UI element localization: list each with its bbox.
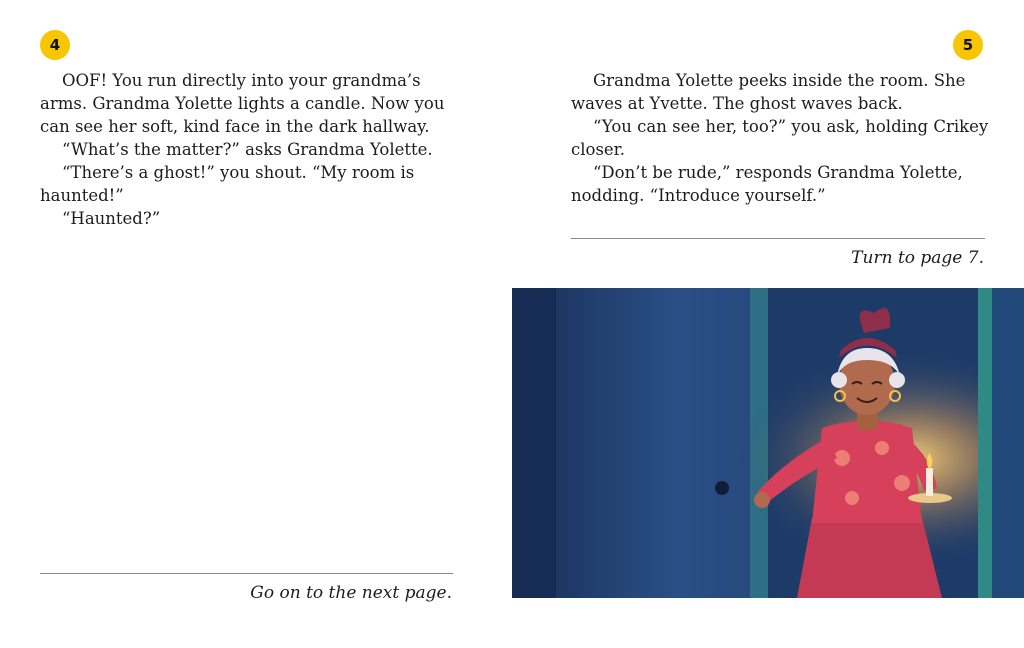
paragraph: “What’s the matter?” asks Grandma Yolette. [62,140,433,159]
next-page-note: Go on to the next page. [250,583,452,603]
glow [512,288,1024,598]
divider [40,573,453,574]
right-page [512,0,1024,648]
story-text [40,69,460,230]
illustration-canvas [512,288,1024,598]
page-number-badge: 5 [953,30,983,60]
paragraph: “There’s a ghost!” you shout. “My room is haunted!” [40,163,415,205]
story-text [571,69,991,207]
paragraph: “You can see her, too?” you ask, holding Crikey closer. [571,117,989,159]
divider [571,238,985,239]
candle [926,468,933,496]
hand-left [754,492,770,508]
story-illustration [512,288,1024,598]
skirt [797,518,942,598]
hair-curl [831,372,847,388]
hair-curl [889,372,905,388]
turn-to-page-note: Turn to page 7. [851,248,984,268]
doorknob-icon [715,481,729,495]
pattern-dot [894,475,910,491]
paragraph: Grandma Yolette peeks inside the room. She waves at Yvette. The ghost waves back. [571,71,966,113]
wall-right [992,288,1024,598]
pattern-dot [845,491,859,505]
page-number-badge: 4 [40,30,70,60]
paragraph: OOF! You run directly into your grandma’s arms. Grandma Yolette lights a candle. Now you can see her soft, kind face in the dark hallway. [40,71,445,136]
paragraph: “Don’t be rude,” responds Grandma Yolette, nodding. “Introduce yourself.” [571,163,963,205]
blouse [812,421,922,524]
door-frame [978,288,992,598]
pattern-dot [875,441,889,455]
paragraph: “Haunted?” [62,209,161,228]
